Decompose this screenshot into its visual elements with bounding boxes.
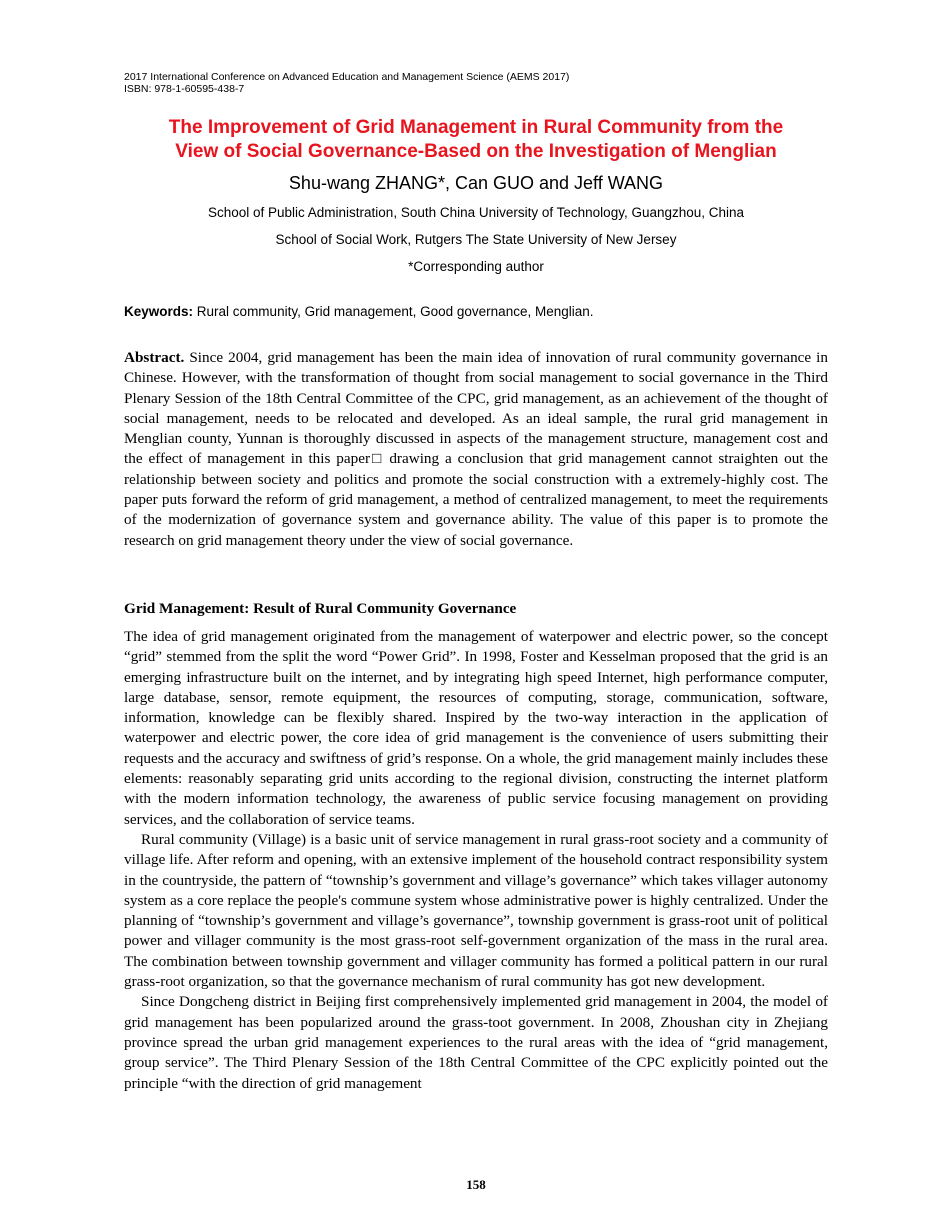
paper-title: [124, 116, 828, 164]
conference-name: 2017 International Conference on Advanced Education and Management Science (AEMS 2017): [124, 71, 570, 83]
title-line-2: View of Social Governance-Based on the Investigation of Menglian: [175, 141, 777, 162]
conference-header: [124, 71, 569, 95]
title-line-1: The Improvement of Grid Management in Rural Community from the: [168, 117, 784, 138]
abstract-text: Since 2004, grid management has been the main idea of innovation of rural community governance in Chinese. However, with the transformation of thought from social management to social governance in the Third Plenary Session of the 18th Central Committee of the CPC, grid management, as an achievement of the thought of social management, needs to be relocated and developed. As an ideal sample, the rural grid management in Menglian county, Yunnan is thoroughly discussed in aspects of the management structure, management cost and the effect of management in this paper□ drawing a conclusion that grid management cannot straighten out the relationship between society and politics and promote the social construction with a extremely-highly cost. The paper puts forward the reform of grid management, a method of centralized management, to meet the requirements of the modernization of governance system and governance ability. The value of this paper is to promote the research on grid management theory under the view of social governance.: [124, 349, 828, 549]
keywords-text: Rural community, Grid management, Good governance, Menglian.: [196, 304, 594, 319]
abstract: [124, 348, 828, 551]
keywords-label: Keywords:: [124, 304, 194, 319]
page-number: 158: [466, 1177, 486, 1192]
abstract-label: Abstract.: [124, 349, 185, 366]
authors: Shu-wang ZHANG*, Can GUO and Jeff WANG: [288, 173, 664, 193]
keywords: [124, 303, 828, 321]
paragraph-1: The idea of grid management originated from the management of waterpower and electric power, so the concept “grid” stemmed from the split the word “Power Grid”. In 1998, Foster and Kesselman proposed that the grid is an emerging infrastructure built on the internet, and by integrating high speed Internet, high performance computer, large database, sensor, remote equipment, the resources of computing, storage, communication, software, information, knowledge can be flexibly shared. Inspired by the two-way interaction in the application of waterpower and electric power, the core idea of grid management is the convenience of users submitting their requests and the accuracy and swiftness of grid’s response. On a whole, the grid management mainly includes these elements: reasonably separating grid units according to the regional division, constructing the internet platform with the modern information technology, the awareness of public service focusing management on providing services, and the collaboration of service teams.: [124, 628, 828, 828]
isbn: ISBN: 978-1-60595-438-7: [124, 83, 245, 95]
paragraph-2: Rural community (Village) is a basic unit of service management in rural grass-root society and a community of village life. After reform and opening, with an extensive implement of the household contract responsibility system in the countryside, the pattern of “township’s government and village’s governance” which takes villager autonomy system as a core replace the people's commune system whose administrative power is highly centralized. Under the planning of “township’s government and village’s governance”, township government is grass-root unit of political power and villager community is the most grass-root self-government organization of the mass in the rural area. The combination between township government and villager community has formed a political pattern in our rural grass-root organization, so that the governance mechanism of rural community has got new development.: [124, 830, 828, 991]
affiliation-2: School of Social Work, Rutgers The State University of New Jersey: [275, 232, 677, 247]
section-heading: Grid Management: Result of Rural Community Governance: [124, 600, 517, 617]
paragraph-3: Since Dongcheng district in Beijing first comprehensively implemented grid management in 2004, the model of grid management has been popularized around the grass-toot government. In 2008, Zhoushan city in Zhejiang province spread the urban grid management experiences to the rural areas with the idea of “grid management, group service”. The Third Plenary Session of the 18th Central Committee of the CPC explicitly pointed out the principle “with the direction of grid management: [124, 993, 828, 1092]
section-body: [124, 627, 828, 1094]
affiliation-1: School of Public Administration, South China University of Technology, Guangzhou, China: [207, 205, 745, 220]
corresponding-author: *Corresponding author: [408, 259, 544, 274]
